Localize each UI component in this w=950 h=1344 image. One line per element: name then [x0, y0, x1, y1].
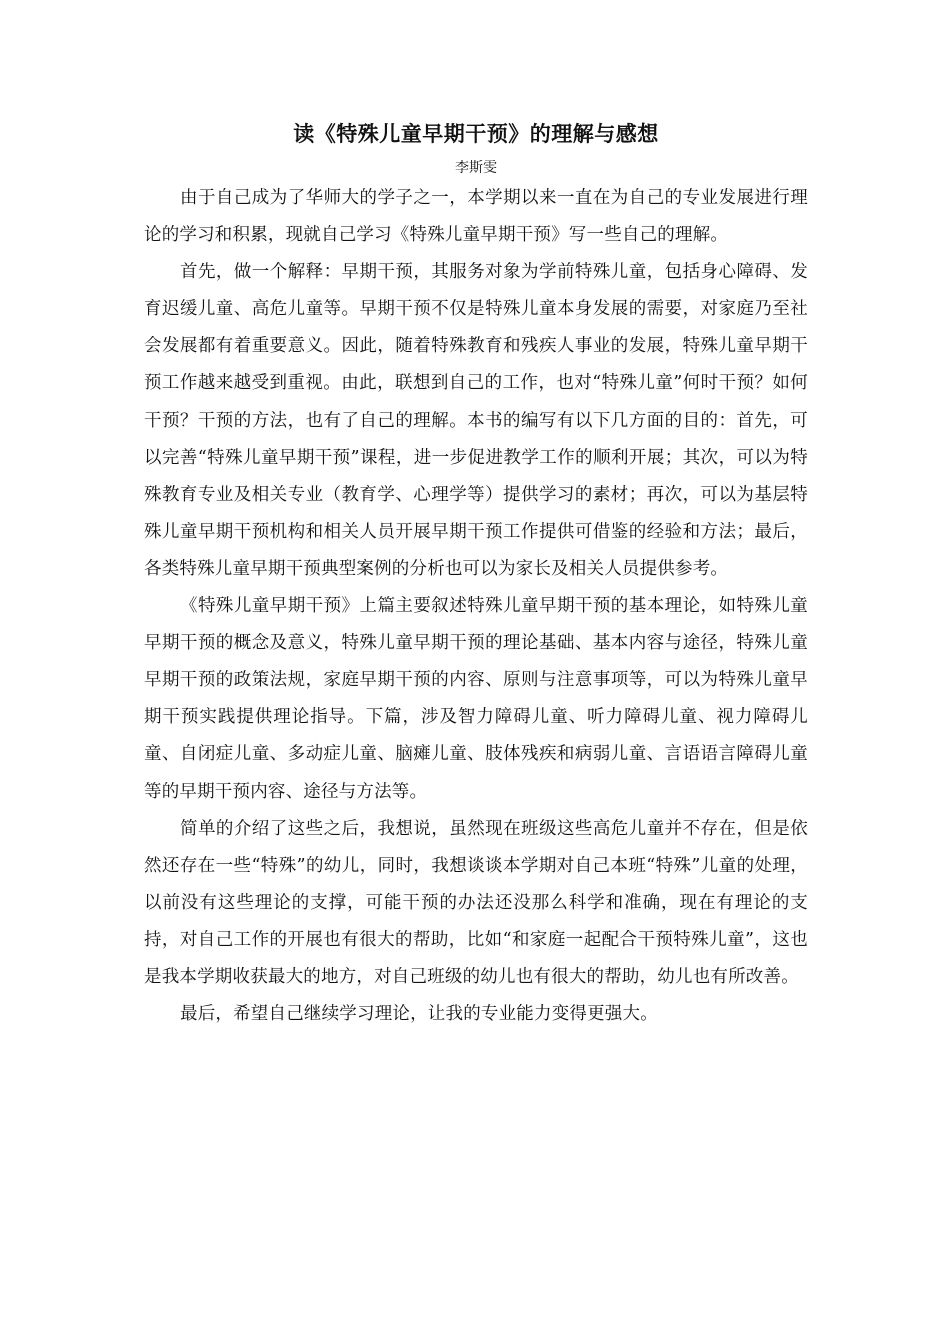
paragraph-conclusion: 最后，希望自己继续学习理论，让我的专业能力变得更强大。	[180, 1004, 658, 1025]
paragraph-intro: 由于自己成为了华师大的学子之一，本学期以来一直在为自己的专业发展进行理论的学习和积累，现就自己学习《特殊儿童早期干预》写一些自己的理解。	[144, 188, 808, 246]
paragraph-explanation: 首先，做一个解释：早期干预，其服务对象为学前特殊儿童，包括身心障碍、发育迟缓儿童、高危儿童等。早期干预不仅是特殊儿童本身发展的需要，对家庭乃至社会发展都有着重要意义。因此，随着特殊教育和残疾人事业的发展，特殊儿童早期干预工作越来越受到重视。由此，联想到自己的工作，也对“特殊儿童”何时干预？如何干预？干预的方法，也有了自己的理解。本书的编写有以下几方面的目的：首先，可以完善“特殊儿童早期干预”课程，进一步促进教学工作的顺利开展；其次，可以为特殊教育专业及相关专业（教育学、心理学等）提供学习的素材；再次，可以为基层特殊儿童早期干预机构和相关人员开展早期干预工作提供可借鉴的经验和方法；最后，各类特殊儿童早期干预典型案例的分析也可以为家长及相关人员提供参考。	[144, 262, 808, 579]
paragraph-reflection: 简单的介绍了这些之后，我想说，虽然现在班级这些高危儿童并不存在，但是依然还存在一些“特殊”的幼儿，同时，我想谈谈本学期对自己本班“特殊”儿童的处理，以前没有这些理论的支撑，可能干预的办法还没那么科学和准确，现在有理论的支持，对自己工作的开展也有很大的帮助，比如“和家庭一起配合干预特殊儿童”，这也是我本学期收获最大的地方，对自己班级的幼儿也有很大的帮助，幼儿也有所改善。	[144, 818, 808, 987]
paragraph-book-summary: 《特殊儿童早期干预》上篇主要叙述特殊儿童早期干预的基本理论，如特殊儿童早期干预的概念及意义，特殊儿童早期干预的理论基础、基本内容与途径，特殊儿童早期干预的政策法规，家庭早期干预的内容、原则与注意事项等，可以为特殊儿童早期干预实践提供理论指导。下篇，涉及智力障碍儿童、听力障碍儿童、视力障碍儿童、自闭症儿童、多动症儿童、脑瘫儿童、肢体残疾和病弱儿童、言语语言障碍儿童等的早期干预内容、途径与方法等。	[144, 596, 808, 802]
document-content	[144, 118, 808, 1033]
document-body	[144, 180, 808, 1033]
document-author: 李斯雯	[455, 160, 497, 176]
document-title: 读《特殊儿童早期干预》的理解与感想	[293, 122, 659, 146]
